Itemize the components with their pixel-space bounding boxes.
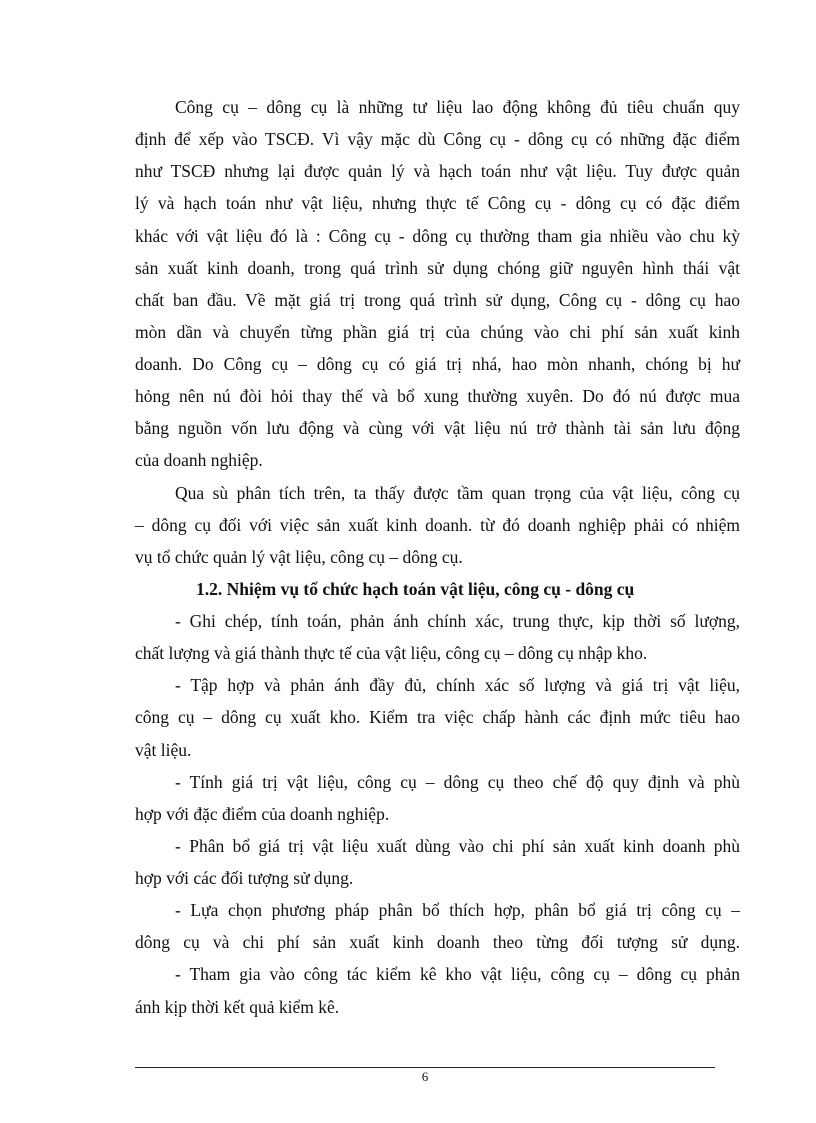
text-line: công cụ – dông cụ xuất kho. Kiểm tra việc chấp hành các định mức tiêu hao bbox=[135, 707, 740, 728]
page-number: 6 bbox=[421, 1069, 429, 1084]
paragraph bbox=[135, 830, 740, 894]
text-line: chất ban đầu. Về mặt giá trị trong quá trình sử dụng, Công cụ - dông cụ hao bbox=[135, 289, 740, 310]
paragraph bbox=[135, 766, 740, 830]
text-line: - Tham gia vào công tác kiểm kê kho vật liệu, công cụ – dông cụ phản bbox=[175, 964, 740, 985]
text-line: Công cụ – dông cụ là những tư liệu lao động không đủ tiêu chuẩn quy bbox=[175, 97, 740, 117]
text-line: sản xuất kinh doanh, trong quá trình sử dụng chóng giữ nguyên hình thái vật bbox=[135, 257, 740, 278]
text-line: vụ tổ chức quản lý vật liệu, công cụ – dông cụ. bbox=[135, 546, 463, 567]
text-line: hỏng nên nú đòi hỏi thay thế và bổ xung thường xuyên. Do đó nú được mua bbox=[135, 386, 740, 407]
paragraph bbox=[135, 894, 740, 958]
text-line: - Tính giá trị vật liệu, công cụ – dông cụ theo chế độ quy định và phù bbox=[175, 771, 740, 792]
section-heading bbox=[135, 573, 740, 605]
text-line: lý và hạch toán như vật liệu, nhưng thực tế Công cụ - dông cụ có đặc điểm bbox=[135, 193, 740, 214]
text-line: - Phân bổ giá trị vật liệu xuất dùng vào chi phí sản xuất kinh doanh phù bbox=[175, 835, 740, 856]
text-line: - Ghi chép, tính toán, phản ánh chính xác, trung thực, kịp thời số lượng, bbox=[175, 611, 740, 631]
paragraph bbox=[135, 958, 740, 1022]
text-line: vật liệu. bbox=[135, 739, 192, 760]
text-line: như TSCĐ nhưng lại được quản lý và hạch toán như vật liệu. Tuy được quản bbox=[135, 161, 740, 182]
footer-divider bbox=[135, 1067, 715, 1068]
document-body bbox=[135, 91, 740, 1023]
text-line: của doanh nghiệp. bbox=[135, 450, 263, 471]
text-line: doanh. Do Công cụ – dông cụ có giá trị nhá, hao mòn nhanh, chóng bị hư bbox=[135, 354, 740, 374]
text-line: – dông cụ đối với việc sản xuất kinh doanh. từ đó doanh nghiệp phải có nhiệm bbox=[135, 514, 740, 535]
text-line: - Lựa chọn phương pháp phân bổ thích hợp, phân bổ giá trị công cụ – bbox=[175, 900, 740, 921]
text-line: hợp với đặc điểm của doanh nghiệp. bbox=[135, 803, 390, 824]
text-line: hợp với các đối tượng sử dụng. bbox=[135, 868, 354, 888]
text-line: dông cụ và chi phí sản xuất kinh doanh theo từng đối tượng sử dụng. bbox=[135, 932, 740, 953]
paragraph bbox=[135, 669, 740, 765]
text-line: 1.2. Nhiệm vụ tổ chức hạch toán vật liệu, công cụ - dông cụ bbox=[196, 578, 635, 599]
paragraph bbox=[135, 605, 740, 669]
text-line: bằng nguồn vốn lưu động và cùng với vật liệu nú trở thành tài sản lưu động bbox=[135, 418, 740, 439]
text-line: khác với vật liệu đó là : Công cụ - dông cụ thường tham gia nhiều vào chu kỳ bbox=[135, 225, 740, 246]
text-line: mòn dần và chuyển từng phần giá trị của chúng vào chi phí sản xuất kinh bbox=[135, 321, 740, 342]
text-line: Qua sù phân tích trên, ta thấy được tầm quan trọng của vật liệu, công cụ bbox=[175, 482, 740, 503]
text-line: định để xếp vào TSCĐ. Vì vậy mặc dù Công cụ - dông cụ có những đặc điểm bbox=[135, 129, 740, 150]
paragraph bbox=[135, 477, 740, 573]
text-line: ánh kịp thời kết quả kiểm kê. bbox=[135, 996, 340, 1017]
paragraph bbox=[135, 91, 740, 477]
text-line: chất lượng và giá thành thực tế của vật liệu, công cụ – dông cụ nhập kho. bbox=[135, 643, 648, 664]
text-line: - Tập hợp và phản ánh đầy đủ, chính xác số lượng và giá trị vật liệu, bbox=[175, 675, 740, 696]
